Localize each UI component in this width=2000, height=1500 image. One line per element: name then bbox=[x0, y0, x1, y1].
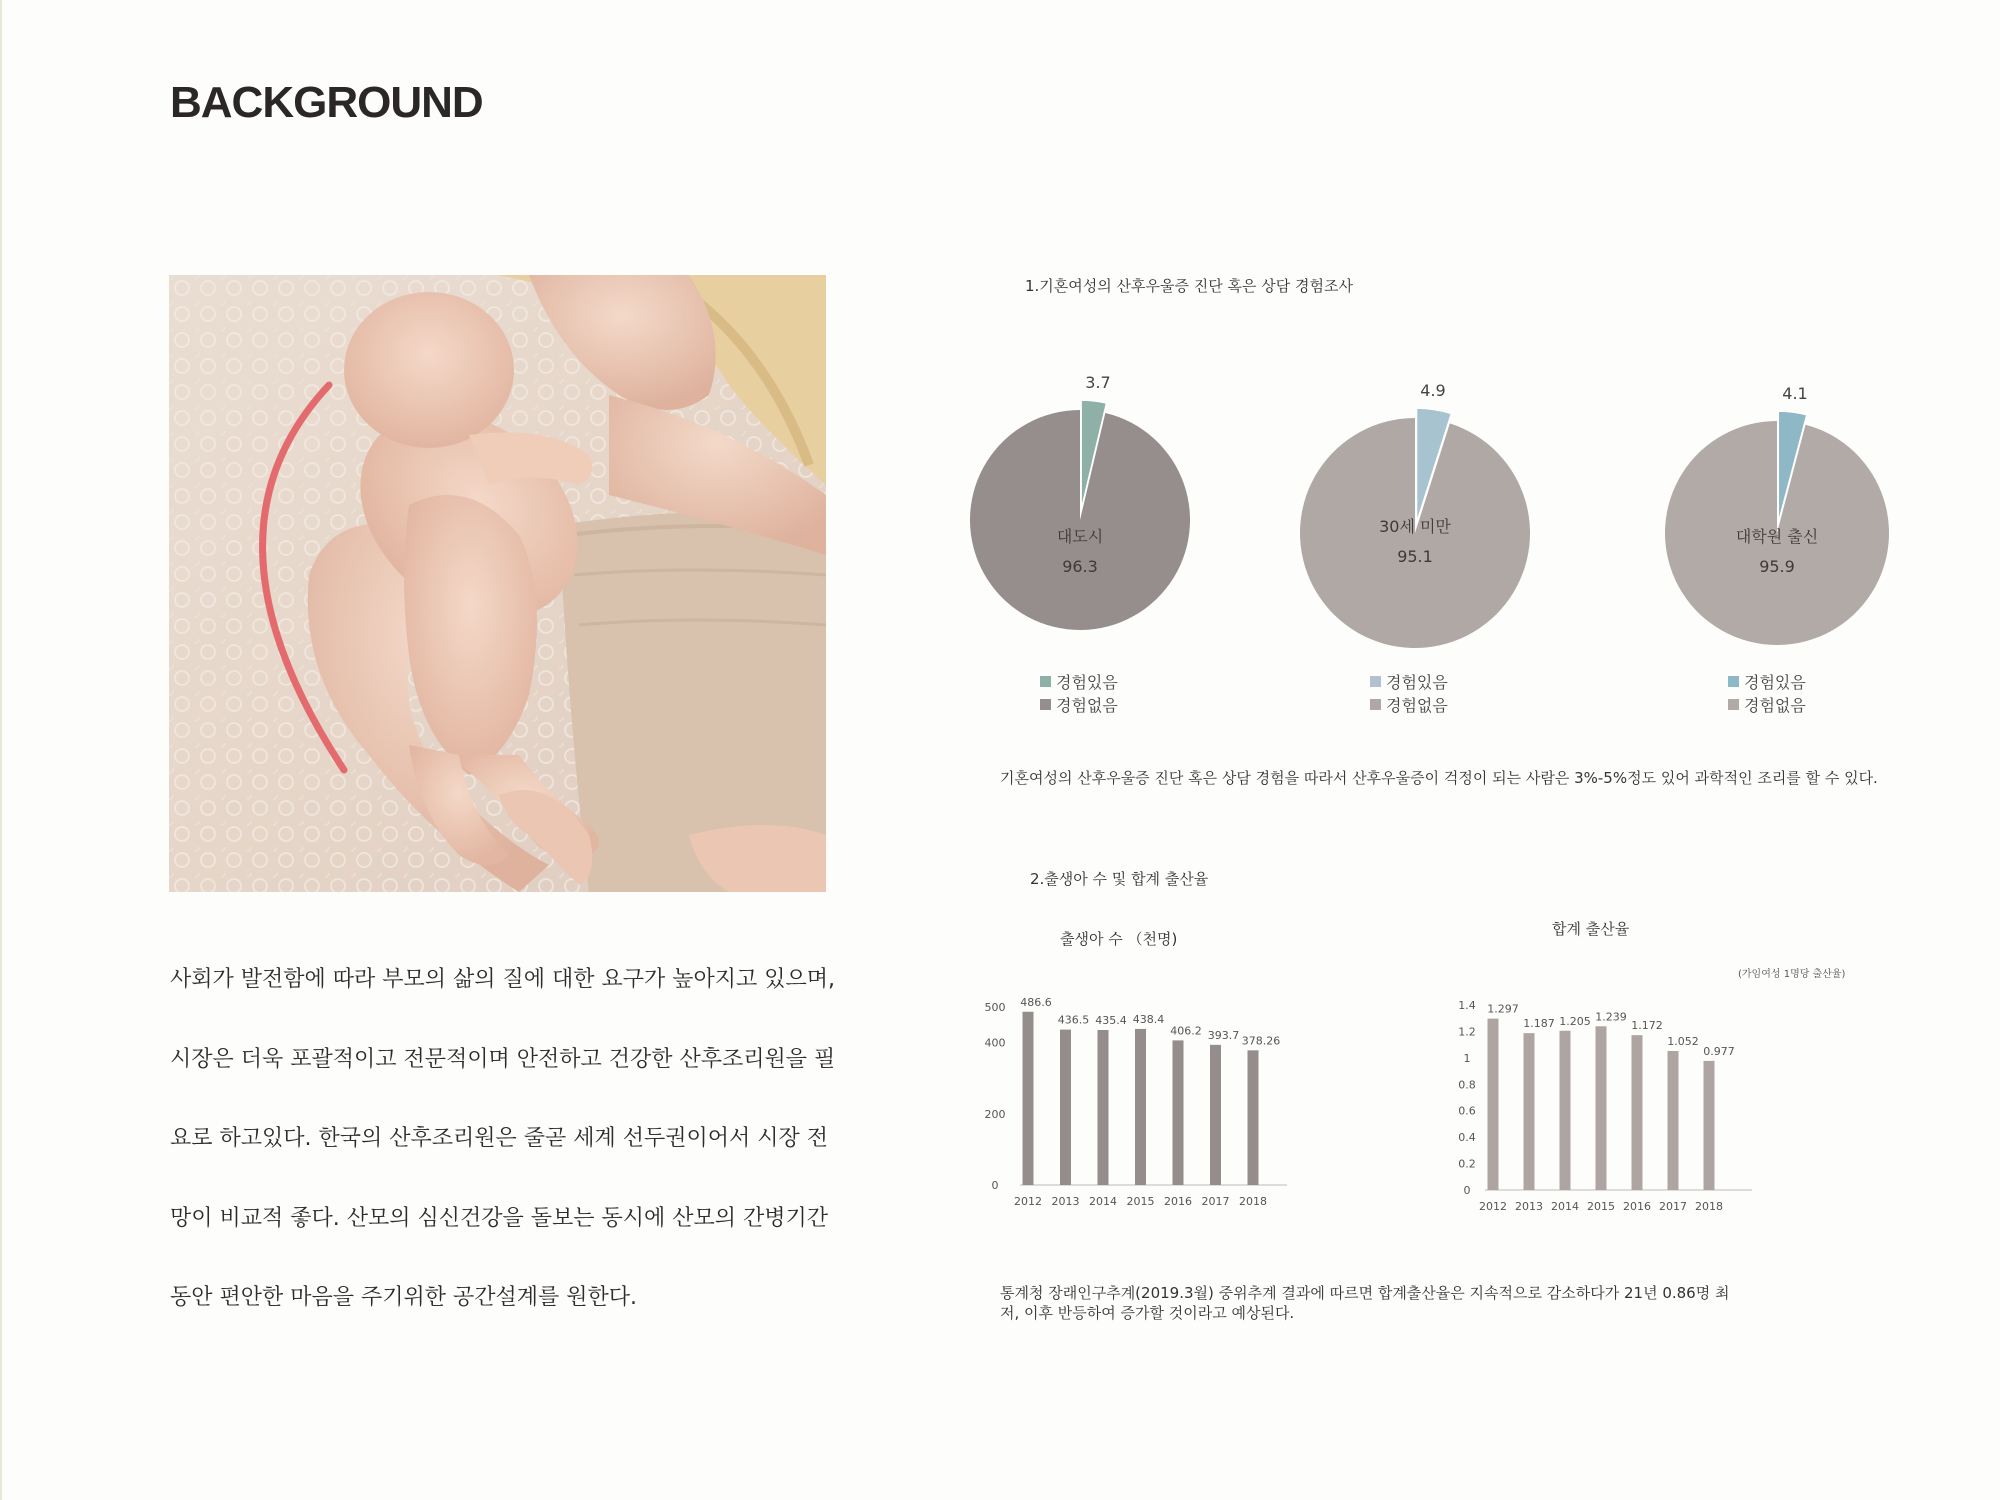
legend-item bbox=[1370, 693, 1448, 716]
pie-value-label: 4.1 bbox=[1782, 384, 1808, 403]
legend-swatch bbox=[1370, 676, 1381, 687]
bar-value-label: 435.4 bbox=[1095, 1013, 1127, 1027]
y-tick-label: 1 bbox=[1463, 1051, 1471, 1065]
bar bbox=[1248, 1050, 1259, 1185]
bar-value-label: 393.7 bbox=[1207, 1028, 1240, 1042]
legend-item bbox=[1728, 670, 1806, 693]
bar bbox=[1210, 1045, 1221, 1185]
legend-swatch bbox=[1040, 676, 1051, 687]
births-bar-chart bbox=[980, 985, 1310, 1229]
y-tick-label: 0.4 bbox=[1458, 1131, 1476, 1145]
pie-value-label: 96.3 bbox=[1062, 557, 1098, 576]
description-line: 동안 편안한 마음을 주기위한 공간설계를 원한다. bbox=[170, 1285, 638, 1310]
x-tick-label: 2017 bbox=[1201, 1195, 1230, 1208]
legend-item bbox=[1040, 693, 1118, 716]
page-title: BACKGROUND bbox=[170, 78, 483, 127]
x-tick-label: 2013 bbox=[1051, 1195, 1080, 1208]
legend-item bbox=[1370, 670, 1448, 693]
section2-title: 2.출생아 수 및 합계 출산율 bbox=[1030, 870, 1209, 888]
pie-center-label: 대도시 bbox=[1056, 527, 1104, 546]
bar bbox=[1488, 1019, 1499, 1190]
bar bbox=[1098, 1030, 1109, 1185]
bar-value-label: 438.4 bbox=[1132, 1012, 1165, 1026]
legend-label: 경험있음 bbox=[1386, 673, 1448, 692]
bar-value-label: 486.6 bbox=[1020, 995, 1052, 1009]
pie-value-label: 95.9 bbox=[1759, 557, 1795, 576]
fertility-chart-subtitle: (가임여성 1명당 출산율) bbox=[1738, 969, 1846, 980]
section2-note-line: 통계청 장래인구추계(2019.3월) 중위추계 결과에 따르면 합계출산율은 지속적으로 감소하다가 21년 0.86명 최 bbox=[1000, 1284, 1730, 1302]
bar-value-label: 1.205 bbox=[1559, 1014, 1591, 1028]
pie-chart-1 bbox=[970, 370, 1230, 650]
y-tick-label: 0.2 bbox=[1458, 1157, 1476, 1171]
fertility-chart-title: 합계 출산율 bbox=[1552, 920, 1630, 938]
bar bbox=[1668, 1051, 1679, 1190]
fertility-bar-chart bbox=[1455, 990, 1785, 1229]
y-tick-label: 0.6 bbox=[1458, 1104, 1476, 1118]
pie-value-label: 95.1 bbox=[1397, 547, 1433, 566]
description-line: 망이 비교적 좋다. 산모의 심신건강을 돌보는 동시에 산모의 간병기간 bbox=[170, 1205, 828, 1231]
y-tick-label: 400 bbox=[984, 1036, 1006, 1050]
x-tick-label: 2015 bbox=[1587, 1200, 1615, 1213]
bar bbox=[1596, 1026, 1607, 1190]
section1-title: 1.기혼여성의 산후우울증 진단 혹은 상담 경험조사 bbox=[1025, 277, 1353, 295]
bar-value-label: 1.187 bbox=[1523, 1017, 1555, 1031]
section1-note: 기혼여성의 산후우울증 진단 혹은 상담 경험을 따라서 산후우울증이 걱정이 되는 사람은 3%-5%정도 있어 과학적인 조리를 할 수 있다. bbox=[1000, 769, 1878, 787]
pie3-legend bbox=[1728, 670, 1806, 716]
x-tick-label: 2016 bbox=[1623, 1200, 1651, 1213]
legend-swatch bbox=[1040, 699, 1051, 710]
pie-center-label: 30세 미만 bbox=[1379, 517, 1451, 536]
description-line: 사회가 발전함에 따라 부모의 삶의 질에 대한 요구가 높아지고 있으며, bbox=[170, 967, 835, 992]
births-chart-title: 출생아 수 （천명) bbox=[1060, 930, 1178, 948]
pie-chart-2 bbox=[1300, 370, 1560, 650]
bar bbox=[1704, 1061, 1715, 1190]
legend-label: 경험있음 bbox=[1744, 673, 1806, 692]
bar-value-label: 436.5 bbox=[1057, 1013, 1090, 1027]
legend-item bbox=[1040, 670, 1118, 693]
y-tick-label: 0 bbox=[991, 1179, 999, 1192]
x-tick-label: 2017 bbox=[1659, 1200, 1687, 1213]
bar-value-label: 378.26 bbox=[1241, 1034, 1281, 1048]
bar bbox=[1060, 1030, 1071, 1185]
bar bbox=[1632, 1035, 1643, 1190]
bar-value-label: 406.2 bbox=[1170, 1024, 1202, 1038]
x-tick-label: 2014 bbox=[1551, 1200, 1579, 1213]
y-tick-label: 200 bbox=[984, 1107, 1006, 1121]
pie-slice-none bbox=[970, 410, 1190, 630]
bar-value-label: 1.052 bbox=[1667, 1034, 1699, 1048]
y-tick-label: 1.4 bbox=[1458, 999, 1476, 1012]
section2-note bbox=[1000, 1283, 1729, 1323]
legend-label: 경험없음 bbox=[1056, 696, 1118, 715]
y-tick-label: 1.2 bbox=[1458, 1025, 1476, 1039]
description-line: 요로 하고있다. 한국의 산후조리원은 줄곧 세계 선두권이어서 시장 전 bbox=[170, 1126, 828, 1151]
x-tick-label: 2014 bbox=[1089, 1195, 1117, 1208]
x-tick-label: 2018 bbox=[1695, 1200, 1723, 1213]
pie-center-label: 대학원 출신 bbox=[1735, 527, 1819, 546]
legend-swatch bbox=[1370, 699, 1381, 710]
pie-value-label: 4.9 bbox=[1420, 381, 1446, 400]
background-description bbox=[170, 962, 850, 1360]
page-edge-line bbox=[0, 0, 2, 1500]
x-tick-label: 2012 bbox=[1479, 1200, 1507, 1213]
pie-chart-3 bbox=[1655, 370, 1915, 650]
legend-label: 경험없음 bbox=[1744, 696, 1806, 715]
legend-swatch bbox=[1728, 699, 1739, 710]
section2-note-line: 저, 이후 반등하여 증가할 것이라고 예상된다. bbox=[1000, 1304, 1295, 1322]
description-line: 시장은 더욱 포괄적이고 전문적이며 안전하고 건강한 산후조리원을 필 bbox=[170, 1046, 836, 1072]
bar-value-label: 1.297 bbox=[1487, 1002, 1519, 1016]
bar bbox=[1524, 1033, 1535, 1190]
mother-baby-photo bbox=[169, 275, 826, 892]
legend-swatch bbox=[1728, 676, 1739, 687]
bar bbox=[1173, 1040, 1184, 1185]
x-tick-label: 2013 bbox=[1515, 1200, 1543, 1213]
pie1-legend bbox=[1040, 670, 1118, 716]
bar-value-label: 1.172 bbox=[1631, 1019, 1663, 1033]
legend-item bbox=[1728, 693, 1806, 716]
bar-value-label: 0.977 bbox=[1703, 1044, 1735, 1058]
bar bbox=[1560, 1031, 1571, 1190]
x-tick-label: 2018 bbox=[1239, 1195, 1267, 1208]
pie2-legend bbox=[1370, 670, 1448, 716]
y-tick-label: 0 bbox=[1463, 1184, 1471, 1197]
x-tick-label: 2016 bbox=[1164, 1195, 1192, 1208]
y-tick-label: 0.8 bbox=[1458, 1078, 1476, 1092]
x-tick-label: 2012 bbox=[1014, 1195, 1042, 1208]
bar-value-label: 1.239 bbox=[1595, 1010, 1627, 1024]
x-tick-label: 2015 bbox=[1126, 1195, 1155, 1208]
y-tick-label: 500 bbox=[984, 1001, 1006, 1014]
legend-label: 경험없음 bbox=[1386, 696, 1448, 715]
bar bbox=[1023, 1012, 1034, 1185]
pie-value-label: 3.7 bbox=[1085, 373, 1111, 392]
legend-label: 경험있음 bbox=[1056, 673, 1118, 692]
bar bbox=[1135, 1029, 1146, 1185]
